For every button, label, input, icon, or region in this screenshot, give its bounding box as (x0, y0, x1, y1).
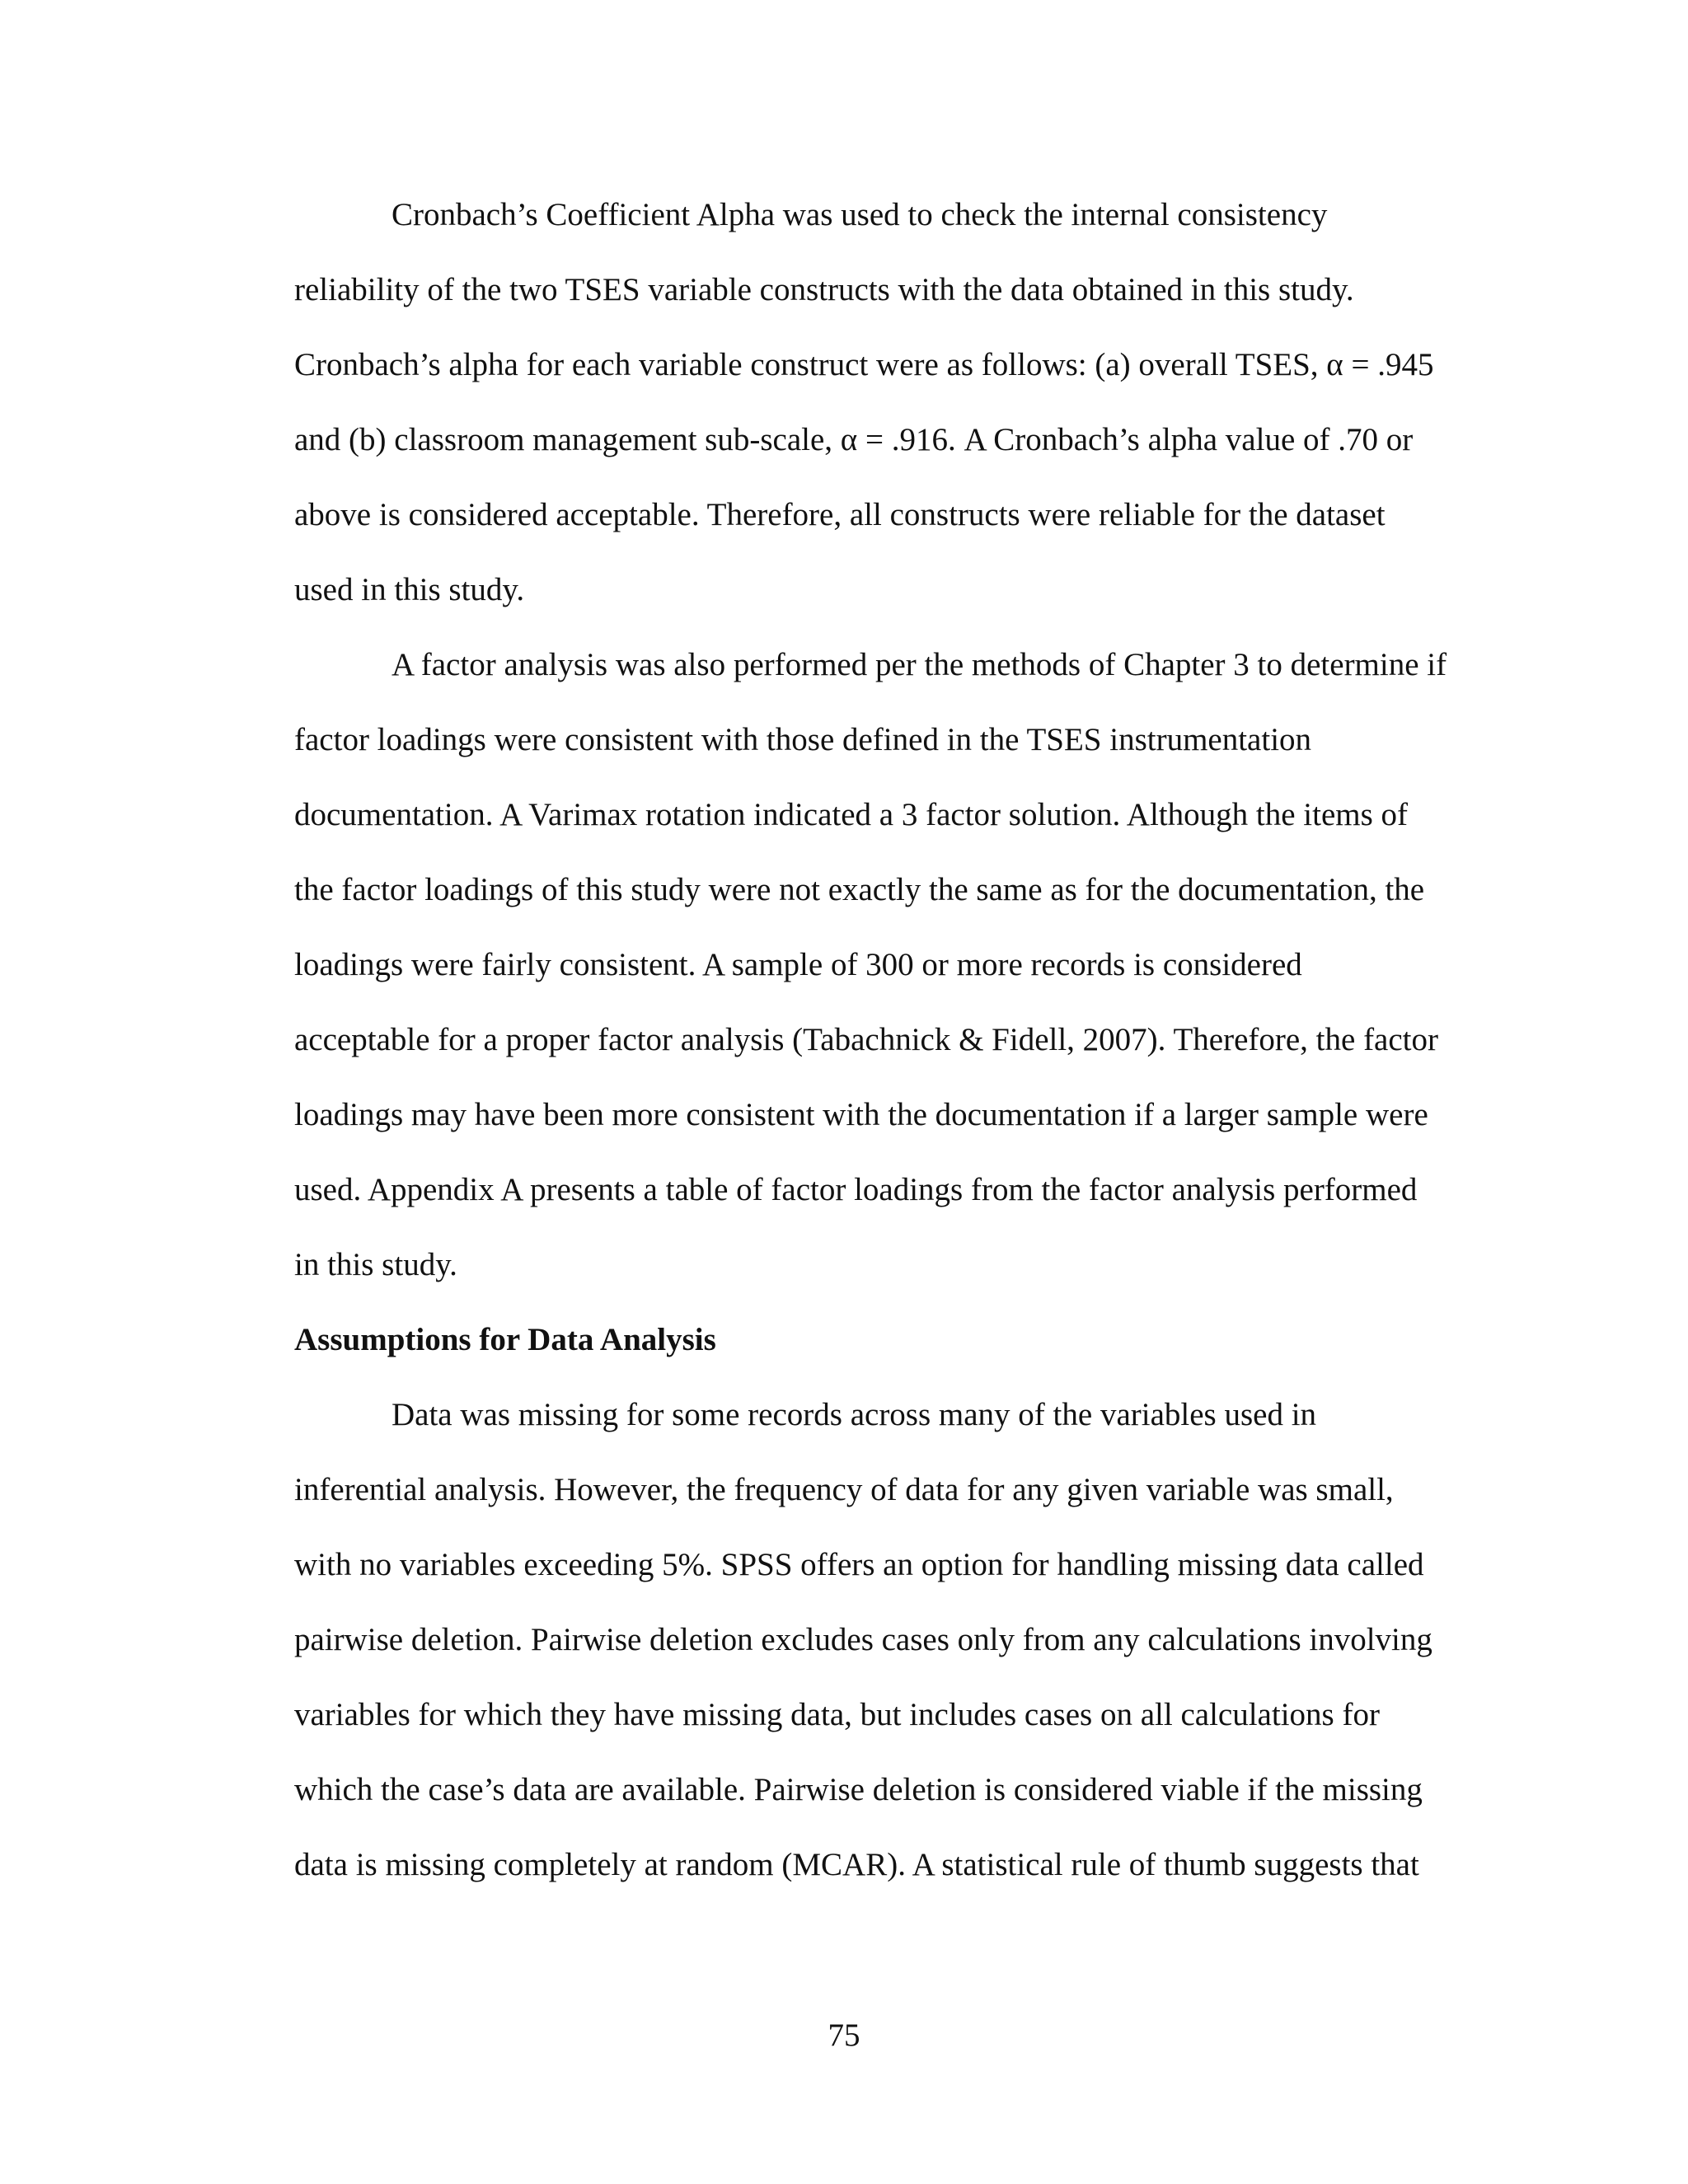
paragraph-line: Cronbach’s Coefficient Alpha was used to check the internal consistency (392, 197, 1328, 232)
paragraph-line: used. Appendix A presents a table of factor loadings from the factor analysis performed (294, 1172, 1418, 1207)
paragraph-line: the factor loadings of this study were not exactly the same as for the documentation, the (294, 872, 1425, 907)
paragraph-line: pairwise deletion. Pairwise deletion excludes cases only from any calculations involving (294, 1622, 1432, 1657)
paragraph-line: loadings may have been more consistent with the documentation if a larger sample were (294, 1097, 1428, 1132)
paragraph-line: reliability of the two TSES variable constructs with the data obtained in this study. (294, 272, 1354, 307)
paragraph-line: with no variables exceeding 5%. SPSS offers an option for handling missing data called (294, 1547, 1424, 1582)
paragraph-line: A factor analysis was also performed per the methods of Chapter 3 to determine if (392, 647, 1447, 682)
section-heading: Assumptions for Data Analysis (294, 1322, 716, 1357)
paragraph-line: above is considered acceptable. Therefore, all constructs were reliable for the dataset (294, 497, 1386, 532)
paragraph-line: loadings were fairly consistent. A sample of 300 or more records is considered (294, 947, 1302, 982)
paragraph-line: factor loadings were consistent with those defined in the TSES instrumentation (294, 722, 1312, 757)
paragraph-line: in this study. (294, 1247, 457, 1282)
paragraph-line: used in this study. (294, 572, 525, 607)
paragraph-line: Data was missing for some records across many of the variables used in (392, 1397, 1317, 1432)
paragraph-line: and (b) classroom management sub-scale, α = .916. A Cronbach’s alpha value of .70 or (294, 422, 1414, 457)
paragraph-line: acceptable for a proper factor analysis (Tabachnick & Fidell, 2007). Therefore, the factor (294, 1022, 1439, 1057)
paragraph-line: data is missing completely at random (MCAR). A statistical rule of thumb suggests that (294, 1847, 1419, 1882)
paragraph-line: inferential analysis. However, the frequency of data for any given variable was small, (294, 1472, 1394, 1507)
paragraph-line: Cronbach’s alpha for each variable construct were as follows: (a) overall TSES, α = .945 (294, 347, 1434, 382)
paragraph-line: documentation. A Varimax rotation indicated a 3 factor solution. Although the items of (294, 797, 1409, 832)
paragraph-line: variables for which they have missing data, but includes cases on all calculations for (294, 1697, 1380, 1732)
paragraph-line: which the case’s data are available. Pairwise deletion is considered viable if the missing (294, 1772, 1423, 1807)
body-text (294, 190, 1465, 1915)
page-number: 75 (828, 2018, 860, 2053)
